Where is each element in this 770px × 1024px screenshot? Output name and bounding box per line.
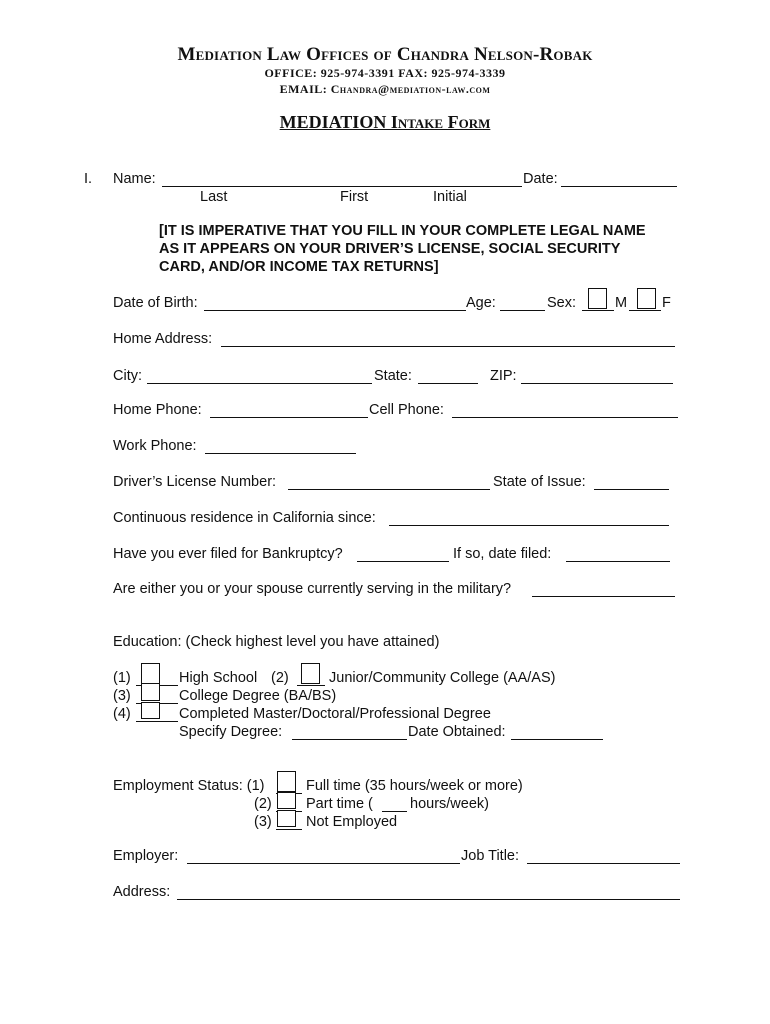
- office-email: EMAIL: Chandra@mediation-law.com: [279, 82, 491, 96]
- state-label: State:: [374, 368, 412, 384]
- employer-address-field[interactable]: [177, 885, 680, 900]
- dl-number-field[interactable]: [288, 475, 490, 490]
- edu-2-label: Junior/Community College (AA/AS): [329, 670, 556, 686]
- sex-male-checkbox[interactable]: [588, 288, 607, 309]
- last-sublabel: Last: [200, 189, 228, 205]
- employer-label: Employer:: [113, 848, 179, 864]
- dob-label: Date of Birth:: [113, 295, 198, 311]
- work-phone-field[interactable]: [205, 439, 356, 454]
- firm-name: Mediation Law Offices of Chandra Nelson-Robak: [177, 44, 593, 65]
- cell-phone-field[interactable]: [452, 403, 678, 418]
- bankruptcy-field[interactable]: [357, 547, 449, 562]
- edu-3-label: College Degree (BA/BS): [179, 688, 337, 704]
- first-sublabel: First: [340, 189, 369, 205]
- emp-1-label: Full time (35 hours/week or more): [306, 778, 523, 794]
- ca-residence-label: Continuous residence in California since:: [113, 510, 376, 526]
- employer-address-label: Address:: [113, 884, 171, 900]
- edu-junior-college-checkbox[interactable]: [301, 663, 320, 684]
- emp-3-number: (3): [254, 814, 272, 830]
- dl-number-label: Driver’s License Number:: [113, 474, 277, 490]
- employer-field[interactable]: [187, 849, 460, 864]
- emp-not-employed-checkbox[interactable]: [277, 810, 296, 827]
- cell-phone-label: Cell Phone:: [369, 402, 444, 418]
- dob-field[interactable]: [204, 296, 466, 311]
- emp-2-label-a: Part time (: [306, 796, 373, 812]
- state-of-issue-field[interactable]: [594, 475, 669, 490]
- emp-full-time-checkbox[interactable]: [277, 771, 296, 792]
- city-label: City:: [113, 368, 142, 384]
- age-field[interactable]: [500, 296, 545, 311]
- sex-label: Sex:: [547, 295, 577, 311]
- bankruptcy-label: Have you ever filed for Bankruptcy?: [113, 546, 343, 562]
- date-label: Date:: [523, 171, 558, 187]
- form-title: [0, 112, 770, 133]
- employment-status-label: Employment Status: (1): [113, 778, 265, 794]
- edu-high-school-checkbox[interactable]: [141, 663, 160, 684]
- bankruptcy-date-field[interactable]: [566, 547, 670, 562]
- edu-college-degree-checkbox[interactable]: [141, 683, 160, 701]
- emp-part-time-checkbox[interactable]: [277, 792, 296, 809]
- state-field[interactable]: [418, 369, 478, 384]
- edu-4-number: (4): [113, 706, 131, 722]
- edu-1-label: High School: [179, 670, 258, 686]
- zip-label: ZIP:: [490, 368, 517, 384]
- edu-2-number: (2): [271, 670, 289, 686]
- specify-degree-label: Specify Degree:: [179, 724, 283, 740]
- job-title-label: Job Title:: [461, 848, 520, 864]
- initial-sublabel: Initial: [433, 189, 467, 205]
- city-field[interactable]: [147, 369, 372, 384]
- legal-name-notice-line1: [IT IS IMPERATIVE THAT YOU FILL IN YOUR COMPLETE LEGAL NAME: [159, 223, 646, 239]
- edu-4-label: Completed Master/Doctoral/Professional Degree: [179, 706, 491, 722]
- name-label: Name:: [113, 171, 156, 187]
- date-field[interactable]: [561, 172, 677, 187]
- work-phone-label: Work Phone:: [113, 438, 197, 454]
- female-label: F: [662, 295, 671, 311]
- education-label: Education: (Check highest level you have attained): [113, 634, 440, 650]
- ca-residence-field[interactable]: [389, 511, 669, 526]
- date-obtained-label: Date Obtained:: [408, 724, 506, 740]
- emp-2-label-b: hours/week): [410, 796, 489, 812]
- form-title-text: MEDIATION Intake Form: [279, 112, 491, 132]
- part-time-hours-field[interactable]: [382, 797, 407, 812]
- military-label: Are either you or your spouse currently serving in the military?: [113, 581, 512, 597]
- date-obtained-field[interactable]: [511, 725, 603, 740]
- emp-3-label: Not Employed: [306, 814, 398, 830]
- edu-1-number: (1): [113, 670, 131, 686]
- name-field[interactable]: [162, 172, 522, 187]
- legal-name-notice-line3: CARD, AND/OR INCOME TAX RETURNS]: [159, 259, 439, 275]
- home-phone-field[interactable]: [210, 403, 368, 418]
- job-title-field[interactable]: [527, 849, 680, 864]
- age-label: Age:: [466, 295, 496, 311]
- military-field[interactable]: [532, 582, 675, 597]
- edu-graduate-degree-checkbox[interactable]: [141, 702, 160, 719]
- home-phone-label: Home Phone:: [113, 402, 202, 418]
- sex-female-checkbox[interactable]: [637, 288, 656, 309]
- state-of-issue-label: State of Issue:: [493, 474, 586, 490]
- specify-degree-field[interactable]: [292, 725, 407, 740]
- home-address-label: Home Address:: [113, 331, 213, 347]
- emp-2-number: (2): [254, 796, 272, 812]
- bankruptcy-date-label: If so, date filed:: [453, 546, 552, 562]
- home-address-field[interactable]: [221, 332, 675, 347]
- section-number: I.: [84, 171, 93, 187]
- edu-3-number: (3): [113, 688, 131, 704]
- zip-field[interactable]: [521, 369, 673, 384]
- legal-name-notice-line2: AS IT APPEARS ON YOUR DRIVER’S LICENSE, SOCIAL SECURITY: [159, 241, 621, 257]
- office-phones: OFFICE: 925-974-3391 FAX: 925-974-3339: [264, 66, 506, 80]
- male-label: M: [615, 295, 628, 311]
